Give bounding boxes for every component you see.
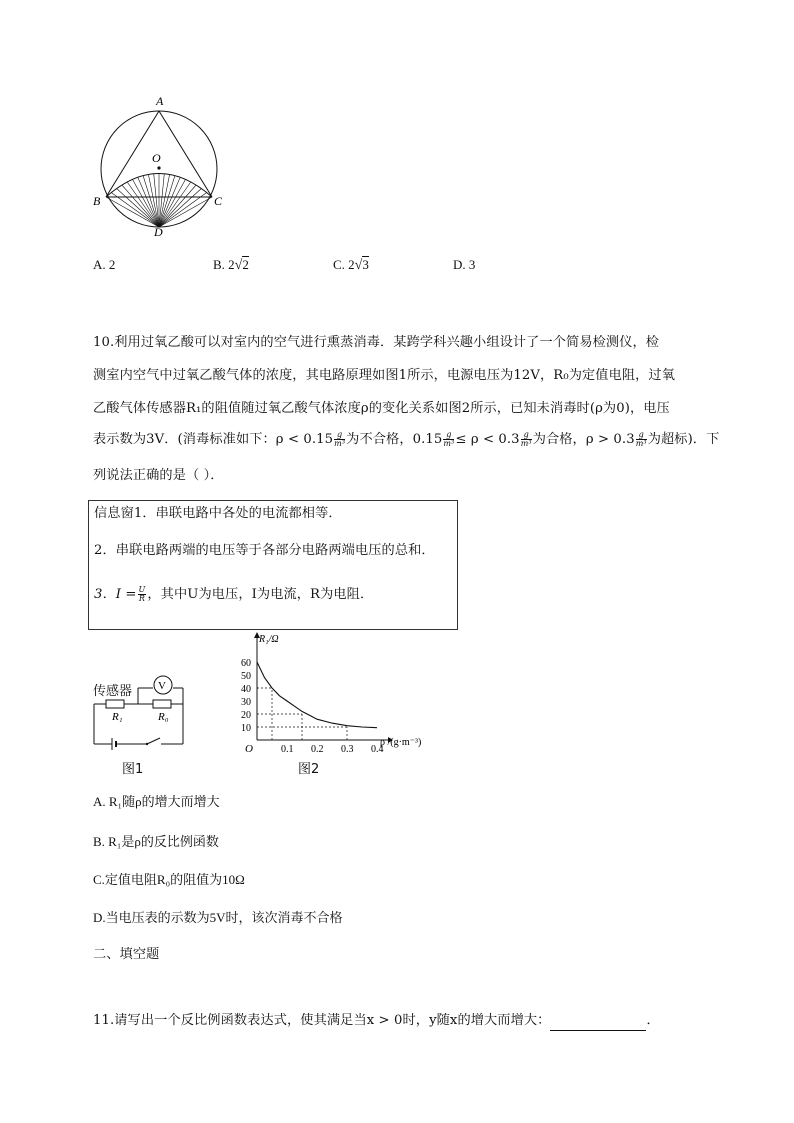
fan-line: [122, 185, 159, 227]
x-tick-label: 0.4: [371, 744, 384, 755]
y-tick-label: 50: [241, 671, 251, 682]
origin-label: O: [245, 743, 253, 755]
sensor-label: 传感器: [93, 684, 133, 699]
x-tick-label: 0.2: [311, 744, 324, 755]
label-B: B: [93, 194, 101, 208]
y-axis-label: R₁/Ω: [259, 634, 279, 645]
q10-line-4: 表示数为3V．(消毒标准如下：ρ < 0.15 $\frac{g}{\text{m³}}$ 为不合格，0.15 $\frac{g}{\text{m³}}$ ≤ ρ < 0.3 $\frac{g}{\text{m³}}$ 为合格，ρ > 0.3 $\frac{g}{\text{m³}}$ 为超标)．下: [93, 430, 720, 448]
q9-option-c: C. 2√3: [333, 257, 369, 273]
label-A: A: [156, 94, 164, 108]
q9-option-d: D. 3: [453, 257, 476, 272]
label-D: D: [154, 225, 163, 239]
label-C: C: [214, 194, 223, 208]
q10-option-d: D.当电压表的示数为5V时，该次消毒不合格: [93, 910, 343, 925]
q10-line-1: 10.利用过氧乙酸可以对室内的空气进行熏蒸消毒．某跨学科兴趣小组设计了一个简易检测仪，检: [93, 335, 660, 350]
voltmeter-label: V: [158, 680, 166, 692]
q10-line-5: 列说法正确的是（ ）．: [93, 468, 224, 483]
r0-label: R₀: [158, 711, 169, 723]
q11-text: 11.请写出一个反比例函数表达式，使其满足当x > 0时，y随x的增大而增大： ．: [93, 1011, 660, 1031]
info-line-3: 3．I = $\frac{U}{R}$ ，其中U为电压，I为电流，R为电阻．: [94, 585, 374, 603]
x-tick-label: 0.1: [281, 744, 294, 755]
info-line-2: 2．串联电路两端的电压等于各部分电路两端电压的总和．: [94, 543, 435, 558]
y-tick-label: 30: [241, 697, 251, 708]
series-line: [257, 662, 377, 728]
info-box: [88, 500, 458, 630]
info-line-1: 信息窗1．串联电路中各处的电流都相等．: [94, 506, 342, 521]
figure2-caption: 图2: [298, 762, 320, 777]
y-tick-label: 10: [241, 723, 251, 734]
label-O: O: [152, 151, 161, 165]
fan-line: [159, 185, 196, 227]
q11-answer-blank[interactable]: [550, 1016, 646, 1031]
y-tick-label: 40: [241, 684, 251, 695]
section-heading: 二、填空题: [93, 947, 160, 962]
x-tick-label: 0.3: [341, 744, 354, 755]
r1-label: R₁: [112, 711, 123, 723]
q10-option-a: A. R₁随ρ的增大而增大: [93, 794, 220, 809]
y-tick-label: 60: [241, 658, 251, 669]
y-tick-label: 20: [241, 710, 251, 721]
q10-line-2: 测室内空气中过氧乙酸气体的浓度，其电路原理如图1所示，电源电压为12V，R₀为定值电阻，过氧: [93, 368, 676, 383]
q10-option-c: C.定值电阻R₀的阻值为10Ω: [93, 872, 245, 887]
q9-option-a: A. 2: [93, 257, 116, 272]
q10-option-b: B. R₁是ρ的反比例函数: [93, 834, 219, 849]
x-axis-label: ρ /(g·m⁻³): [380, 737, 422, 748]
figure1-caption: 图1: [122, 762, 144, 777]
chart-figure-2: [230, 630, 430, 760]
circle-figure: [90, 90, 230, 240]
q10-line-3: 乙酸气体传感器R₁的阻值随过氧乙酸气体浓度ρ的变化关系如图2所示，已知未消毒时(ρ为0)，电压: [93, 401, 670, 416]
q9-option-b: B. 2√2: [213, 257, 249, 273]
